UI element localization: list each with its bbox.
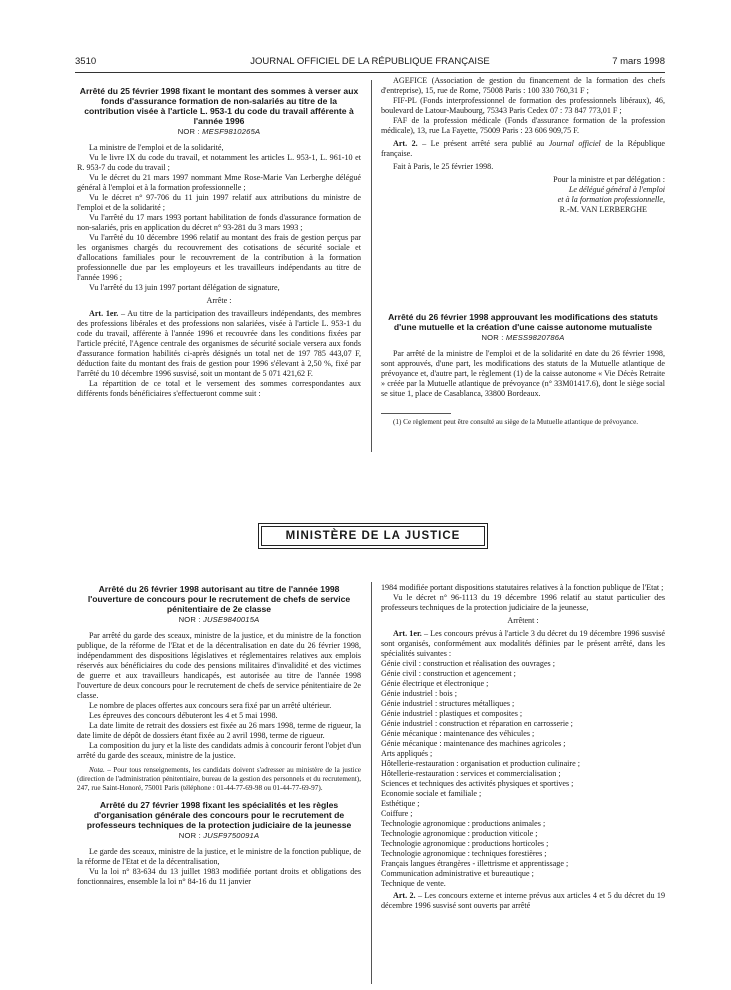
paragraph: La répartition de ce total et le versement des sommes correspondantes aux différents fonds bénéficiaires s'effectueront comme suit : — [77, 379, 361, 398]
list-item: Technologie agronomique : production viticole ; — [381, 829, 538, 838]
paragraph: La composition du jury et la liste des candidats admis à concourir feront l'objet d'un arrêté du garde des sceaux, ministre de la justice. — [77, 741, 361, 760]
list-item: Génie industriel : bois ; — [381, 689, 457, 698]
fund-entry: FAF de la profession médicale (Fonds d'assurance formation de la profession médicale), 13, rue La Fayette, 75009 Paris : 23 606 909,75 F. — [381, 116, 665, 135]
list-item: Hôtellerie-restauration : organisation et production culinaire ; — [381, 759, 580, 768]
fund-entry: FIF-PL (Fonds interprofessionnel de formation des professionnels libéraux), 46, boulevard de Latour-Maubourg, 75343 Paris Cedex 07 : 73 847 773,01 F ; — [381, 96, 665, 115]
paragraph: Le garde des sceaux, ministre de la justice, et le ministre de la fonction publique, de la réforme de l'Etat et de la décentralisation, — [77, 847, 361, 866]
nor-reference: NOR : JUSE9840015A — [178, 615, 260, 624]
footnote: (1) Ce règlement peut être consulté au siège de la Mutuelle atlantique de prévoyance. — [393, 418, 639, 426]
arretent-label: Arrêtent : — [507, 616, 539, 625]
nor-reference: NOR : MESF9810265A — [177, 127, 261, 136]
signature-role: et à la formation professionnelle, — [557, 195, 665, 204]
signature-intro: Pour la ministre et par délégation : — [553, 175, 665, 184]
decree-title: Arrêté du 26 février 1998 approuvant les modifications des statuts d'une mutuelle et la création d'une caisse autonome mutualiste — [388, 312, 658, 332]
journal-title: JOURNAL OFFICIEL DE LA RÉPUBLIQUE FRANÇAISE — [250, 56, 490, 67]
decree-chefs-service — [77, 584, 361, 887]
footnote-rule — [381, 413, 451, 414]
paragraph: Vu le livre IX du code du travail, et notamment les articles L. 953-1, L. 961-10 et R. 953-7 du code du travail ; — [77, 153, 361, 172]
list-item: Génie industriel : plastiques et composites ; — [381, 709, 523, 718]
decree-fonds-assurance — [77, 86, 361, 399]
paragraph: La ministre de l'emploi et de la solidarité, — [89, 143, 224, 152]
paragraph: Vu le décret n° 96-1113 du 19 décembre 1996 relatif au statut particulier des professeurs techniques de la protection judiciaire de la jeunesse, — [381, 593, 665, 612]
specialty-list — [381, 659, 665, 889]
list-item: Génie électrique et électronique ; — [381, 679, 489, 688]
list-item: Sciences et techniques des activités physiques et sportives ; — [381, 779, 574, 788]
article-2: Art. 2. – Le présent arrêté sera publié au Journal officiel de la République française. — [381, 139, 665, 158]
arrete-label: Arrête : — [206, 296, 232, 305]
paragraph: Vu l'arrêté du 10 décembre 1996 relatif au montant des frais de gestion perçus par les organismes chargés du recouvrement des cotisations de sécurité sociale et d'allocations familiales pour le recouvrement de la contribution à la formation professionnelle due par les employeurs et les travailleurs indépendants au titre de l'année 1996 ; — [77, 233, 361, 282]
decree-fonds-continued — [381, 76, 665, 215]
paragraph: Vu la loi n° 83-634 du 13 juillet 1983 modifiée portant droits et obligations des fonctionnaires, ensemble la loi n° 84-16 du 11 janvier — [77, 867, 361, 886]
paragraph: Les épreuves des concours débuteront les 4 et 5 mai 1998. — [89, 711, 278, 720]
paragraph: Le nombre de places offertes aux concours sera fixé par un arrêté ultérieur. — [89, 701, 332, 710]
paragraph: Vu l'arrêté du 13 juin 1997 portant délégation de signature, — [89, 283, 280, 292]
nor-reference: NOR : JUSF9750091A — [178, 831, 260, 840]
list-item: Génie mécanique : maintenance des machines agricoles ; — [381, 739, 566, 748]
list-item: Coiffure ; — [381, 809, 413, 818]
paragraph: Par arrêté de la ministre de l'emploi et de la solidarité en date du 26 février 1998, sont approuvés, d'une part, les modifications des statuts de la Mutuelle atlantique de prévoyance et, d'autre part, le règlement (1) de la caisse autonome « Vie Décès Retraite » créée par la Mutuelle atlantique de prévoyance (n° 33M01417.6), dont le siège social se situe 1, place de Casablanca, 33800 Bordeaux. — [381, 349, 665, 398]
nota: Nota. – Pour tous renseignements, les candidats doivent s'adresser au ministère de la justice (direction de l'administration pénitentiaire, bureau de la gestion des personnels et du recrutement), 247, rue Saint-Honoré, 75001 Paris (téléphone : 01-44-77-69-98 ou 01-44-77-69-97). — [77, 766, 361, 792]
article-1: Art. 1er. – Au titre de la participation des travailleurs indépendants, des membres des professions libérales et des professions non salariées, visée à l'article L. 953-1 du code du travail, afférente à l'année 1996 et recouvrée dans les conditions fixées par l'article précité, l'Agence centrale des organismes de sécurité sociale versera aux fonds d'assurance formation habilités ci-après désignés un total net de 197 785 443,07 F, déduction faite du montant des frais de gestion pour 1996 s'élevant à 2,50 %, fixé par l'arrêté du 10 décembre 1996 susvisé, soit un montant de 5 071 421,62 F. — [77, 309, 361, 378]
signature-role: Le délégué général à l'emploi — [568, 185, 665, 194]
fait-a-paris: Fait à Paris, le 25 février 1998. — [393, 162, 494, 171]
list-item: Génie mécanique : maintenance des véhicules ; — [381, 729, 535, 738]
list-item: Technologie agronomique : techniques forestières ; — [381, 849, 547, 858]
list-item: Génie industriel : construction et réparation en carrosserie ; — [381, 719, 573, 728]
nor-reference: NOR : MESS9820786A — [481, 333, 565, 342]
article-1: Art. 1er. – Les concours prévus à l'article 3 du décret du 19 décembre 1996 susvisé sont organisés, conformément aux modalités définies par le présent arrêté, dans les spécialités suivantes : — [381, 629, 665, 658]
list-item: Génie civil : construction et réalisation des ouvrages ; — [381, 659, 555, 668]
decree-title: Arrêté du 27 février 1998 fixant les spécialités et les règles d'organisation générale des concours pour le recrutement de professeurs techniques de la protection judiciaire de la jeunesse — [86, 800, 352, 830]
paragraph: 1984 modifiée portant dispositions statutaires relatives à la fonction publique de l'Etat ; — [381, 583, 664, 592]
list-item: Génie civil : construction et agencement ; — [381, 669, 516, 678]
fund-entry: AGEFICE (Association de gestion du financement de la formation des chefs d'entreprise), 15, rue de Rome, 75008 Paris : 100 330 760,31 F ; — [381, 76, 665, 95]
list-item: Technologie agronomique : productions animales ; — [381, 819, 546, 828]
list-item: Technique de vente. — [381, 879, 446, 888]
list-item: Economie sociale et familiale ; — [381, 789, 482, 798]
list-item: Arts appliqués ; — [381, 749, 433, 758]
paragraph: Vu l'arrêté du 17 mars 1993 portant habilitation de fonds d'assurance formation de non-salariés, pris en application du décret n° 93-281 du 3 mars 1993 ; — [77, 213, 361, 232]
list-item: Français langues étrangères - illettrisme et apprentissage ; — [381, 859, 569, 868]
list-item: Esthétique ; — [381, 799, 420, 808]
header-rule — [75, 72, 665, 73]
paragraph: Par arrêté du garde des sceaux, ministre de la justice, et du ministre de la fonction publique, de la réforme de l'Etat et de la décentralisation en date du 26 février 1998, indépendamment des dispositions législatives et réglementaires relatives aux emplois réservés aux bénéficiaires du code des pensions militaires d'invalidité et des victimes de guerre et aux travailleurs handicapés, est autorisée au titre de l'année 1998 l'ouverture de deux concours pour le recrutement de chefs de service pénitentiaire de 2e classe. — [77, 631, 361, 700]
page-header — [75, 56, 665, 70]
decree-title: Arrêté du 26 février 1998 autorisant au titre de l'année 1998 l'ouverture de concours pour le recrutement de chefs de service pénitentiaire de 2e classe — [87, 584, 351, 614]
list-item: Communication administrative et bureautique ; — [381, 869, 534, 878]
article-2: Art. 2. – Les concours externe et interne prévus aux articles 4 et 5 du décret du 19 décembre 1996 susvisé sont ouverts par arrêté — [381, 891, 666, 910]
ministry-heading: MINISTÈRE DE LA JUSTICE — [258, 523, 488, 549]
paragraph: Vu le décret n° 97-706 du 11 juin 1997 relatif aux attributions du ministre de l'emploi et de la solidarité ; — [77, 193, 361, 212]
list-item: Technologie agronomique : productions horticoles ; — [381, 839, 549, 848]
paragraph: La date limite de retrait des dossiers est fixée au 26 mars 1998, terme de rigueur, la date limite de dépôt de dossiers étant fixée au 2 avril 1998, terme de rigueur. — [77, 721, 361, 740]
page-number: 3510 — [75, 56, 97, 67]
decree-professeurs-techniques — [381, 583, 665, 911]
decree-title: Arrêté du 25 février 1998 fixant le montant des sommes à verser aux fonds d'assurance formation de non-salariés au titre de la contribution visée à l'article L. 953-1 du code du travail afférente à l'année 1996 — [79, 86, 359, 126]
column-divider — [371, 80, 372, 452]
issue-date: 7 mars 1998 — [612, 56, 665, 67]
paragraph: Vu le décret du 21 mars 1997 nommant Mme Rose-Marie Van Lerberghe délégué général à l'emploi et à la formation professionnelle ; — [77, 173, 361, 192]
list-item: Hôtellerie-restauration : services et commercialisation ; — [381, 769, 561, 778]
list-item: Génie industriel : structures métalliques ; — [381, 699, 515, 708]
signature-name: R.-M. VAN LERBERGHE — [559, 205, 647, 214]
column-divider — [371, 582, 372, 984]
decree-mutuelle — [381, 312, 665, 427]
